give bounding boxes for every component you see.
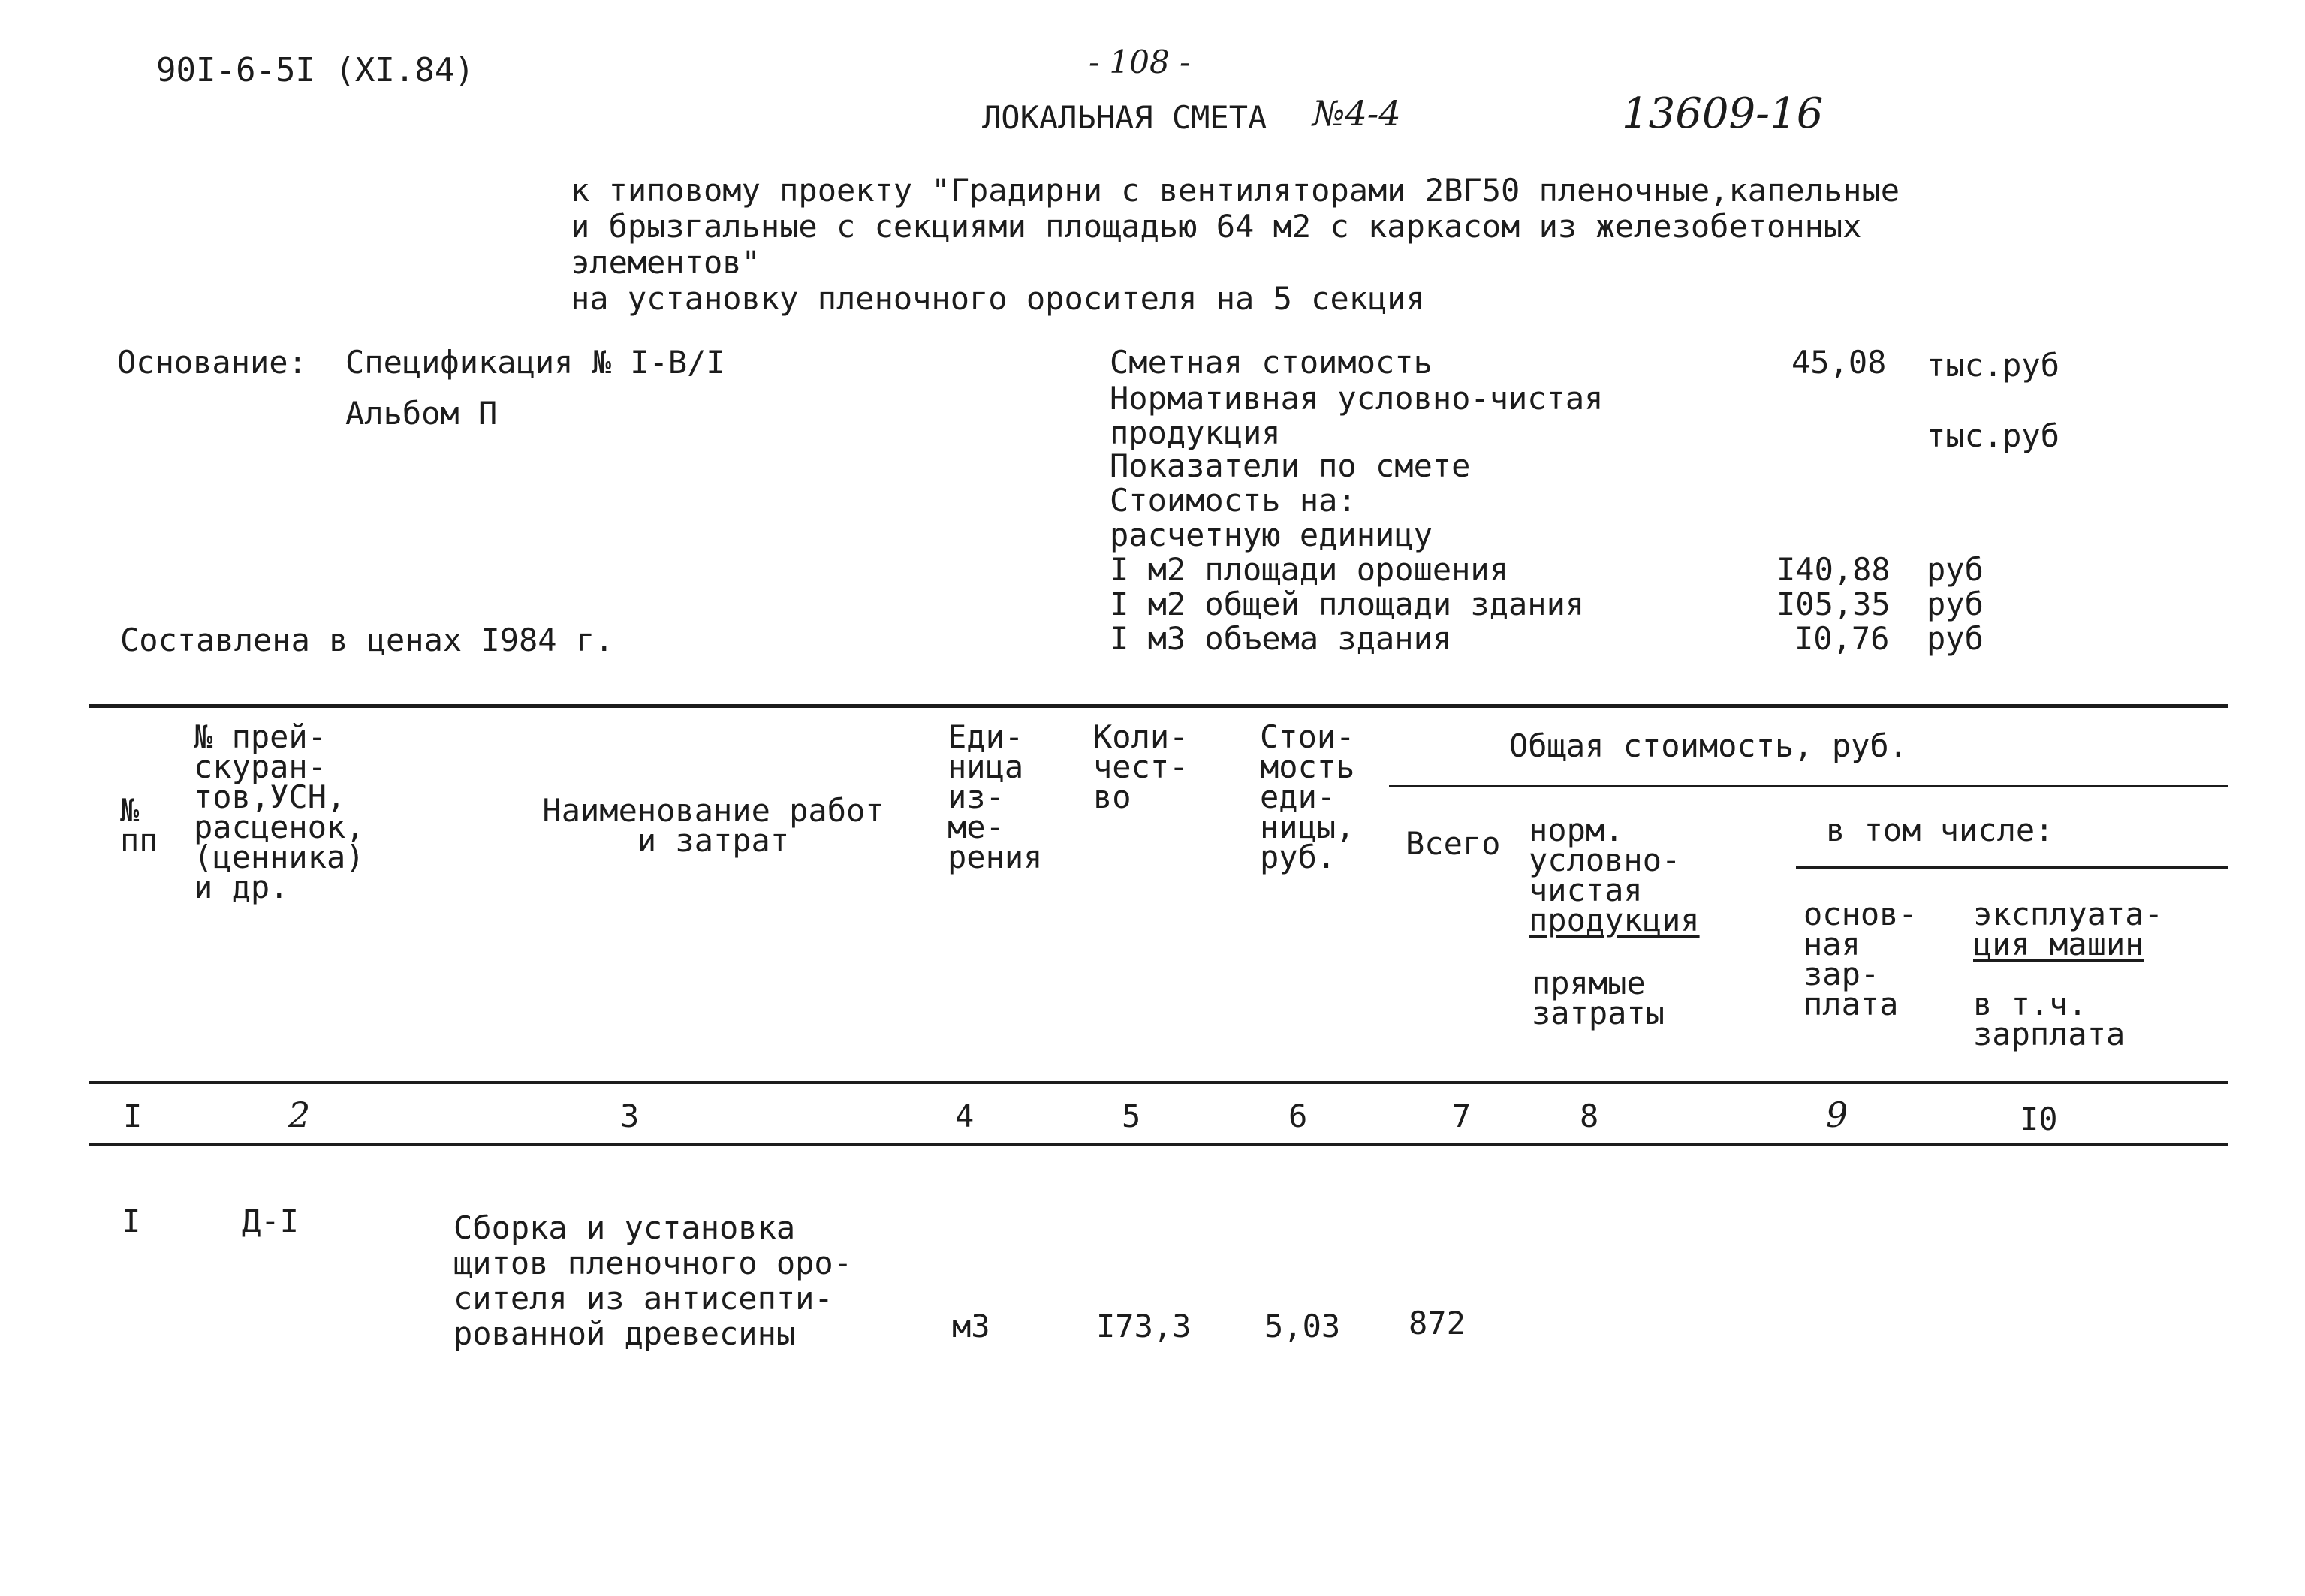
- col-header-no: № пп: [120, 792, 158, 859]
- normative-line: чистая: [1529, 872, 1643, 908]
- col-header-machinery: [1973, 896, 2163, 962]
- column-number: 9: [1826, 1095, 1849, 1135]
- column-number: 2: [288, 1095, 311, 1135]
- header-bottom-rule: [89, 1081, 2228, 1084]
- indicator-unit: руб: [1927, 586, 1984, 622]
- col-header-machinery-salary: в т.ч. зарплата: [1973, 986, 2126, 1052]
- row-unit: м3: [952, 1308, 990, 1345]
- column-numbers-rule: [89, 1143, 2228, 1146]
- indicator-label: I м2 общей площади здания: [1110, 586, 1585, 622]
- row-qty: I73,3: [1096, 1308, 1192, 1345]
- column-number: 8: [1580, 1098, 1599, 1134]
- machinery-line: эксплуата-: [1973, 896, 2163, 932]
- prices-composed: Составлена в ценах I984 г.: [120, 622, 614, 658]
- normative-line: условно-: [1529, 842, 1681, 878]
- row-total: 872: [1409, 1305, 1466, 1342]
- row-price-ref: Д-I: [242, 1203, 299, 1239]
- indicator-unit: руб: [1927, 551, 1984, 588]
- column-number: I: [123, 1098, 143, 1134]
- column-number: 4: [955, 1098, 975, 1134]
- column-number: 5: [1122, 1098, 1141, 1134]
- normative-line: продукция: [1529, 902, 1700, 938]
- indicators-label: Показатели по смете: [1110, 447, 1471, 484]
- subject-line-3: элементов": [571, 244, 761, 281]
- normative-label-1: Нормативная условно-чистая: [1110, 380, 1604, 417]
- machinery-line: ция машин: [1973, 926, 2144, 962]
- col-header-direct-costs: прямые затраты: [1532, 965, 1665, 1031]
- indicator-unit: руб: [1927, 620, 1984, 657]
- table-top-rule: [89, 704, 2228, 708]
- basis-spec: Спецификация № I-В/I: [345, 344, 725, 381]
- incl-group-rule: [1796, 866, 2228, 869]
- document-title: ЛОКАЛЬНАЯ СМЕТА: [982, 99, 1267, 136]
- col-header-total: Всего: [1406, 825, 1501, 862]
- col-group-total: Общая стоимость, руб.: [1509, 727, 1909, 764]
- total-group-rule: [1389, 785, 2228, 787]
- subject-line-2: и брызгальные с секциями площадью 64 м2 с каркасом из железобетонных: [571, 208, 1862, 245]
- estimated-cost-label: Сметная стоимость: [1110, 344, 1433, 381]
- col-header-normative-top: [1529, 812, 1700, 938]
- subject-line-1: к типовому проекту "Градирни с вентиляторами 2ВГ50 пленочные,капельные: [571, 172, 1900, 209]
- col-header-unit-cost: Стои- мость еди- ницы, руб.: [1260, 718, 1355, 875]
- estimated-cost-unit: тыс.руб: [1927, 347, 2060, 384]
- row-unit-cost: 5,03: [1264, 1308, 1341, 1345]
- basis-album: Альбом П: [345, 395, 498, 432]
- indicator-label: I м2 площади орошения: [1110, 551, 1509, 588]
- normative-label-2: продукция: [1110, 414, 1281, 451]
- col-group-including: в том числе:: [1826, 812, 2054, 848]
- col-header-unit: Еди- ница из- ме- рения: [948, 718, 1043, 875]
- normative-line: норм.: [1529, 812, 1624, 848]
- column-number: 3: [620, 1098, 640, 1134]
- document-code: 90I-6-5I (XI.84): [156, 51, 475, 89]
- estimated-cost-value: 45,08: [1791, 344, 1887, 381]
- indicator-value: I0,76: [1794, 620, 1890, 657]
- registration-number: 13609-16: [1622, 89, 1824, 138]
- column-number: 7: [1452, 1098, 1472, 1134]
- indicator-value: I40,88: [1776, 551, 1891, 588]
- normative-unit: тыс.руб: [1927, 417, 2060, 454]
- subject-line-4: на установку пленочного оросителя на 5 секция: [571, 280, 1425, 317]
- row-name: Сборка и установка щитов пленочного оро- сителя из антисепти- рованной древесины: [453, 1209, 853, 1352]
- indicator-label: I м3 объема здания: [1110, 620, 1452, 657]
- cost-per-label: Стоимость на:: [1110, 482, 1357, 519]
- estimate-number: №4-4: [1312, 93, 1401, 134]
- calc-unit-label: расчетную единицу: [1110, 516, 1433, 553]
- indicator-value: I05,35: [1776, 586, 1891, 622]
- page-number: - 108 -: [1089, 44, 1191, 80]
- project-subject: [571, 173, 1900, 317]
- column-number: I0: [2020, 1101, 2058, 1137]
- basis-label: Основание:: [117, 344, 307, 381]
- column-number: 6: [1288, 1098, 1308, 1134]
- col-header-price-ref: № прей- скуран- тов,УСН, расценок, (ценника) и др.: [194, 718, 365, 905]
- row-no: I: [122, 1203, 141, 1239]
- col-header-name: Наименование работ и затрат: [542, 792, 884, 859]
- col-header-base-salary: основ- ная зар- плата: [1803, 896, 1918, 1022]
- col-header-qty: Коли- чест- во: [1093, 718, 1189, 815]
